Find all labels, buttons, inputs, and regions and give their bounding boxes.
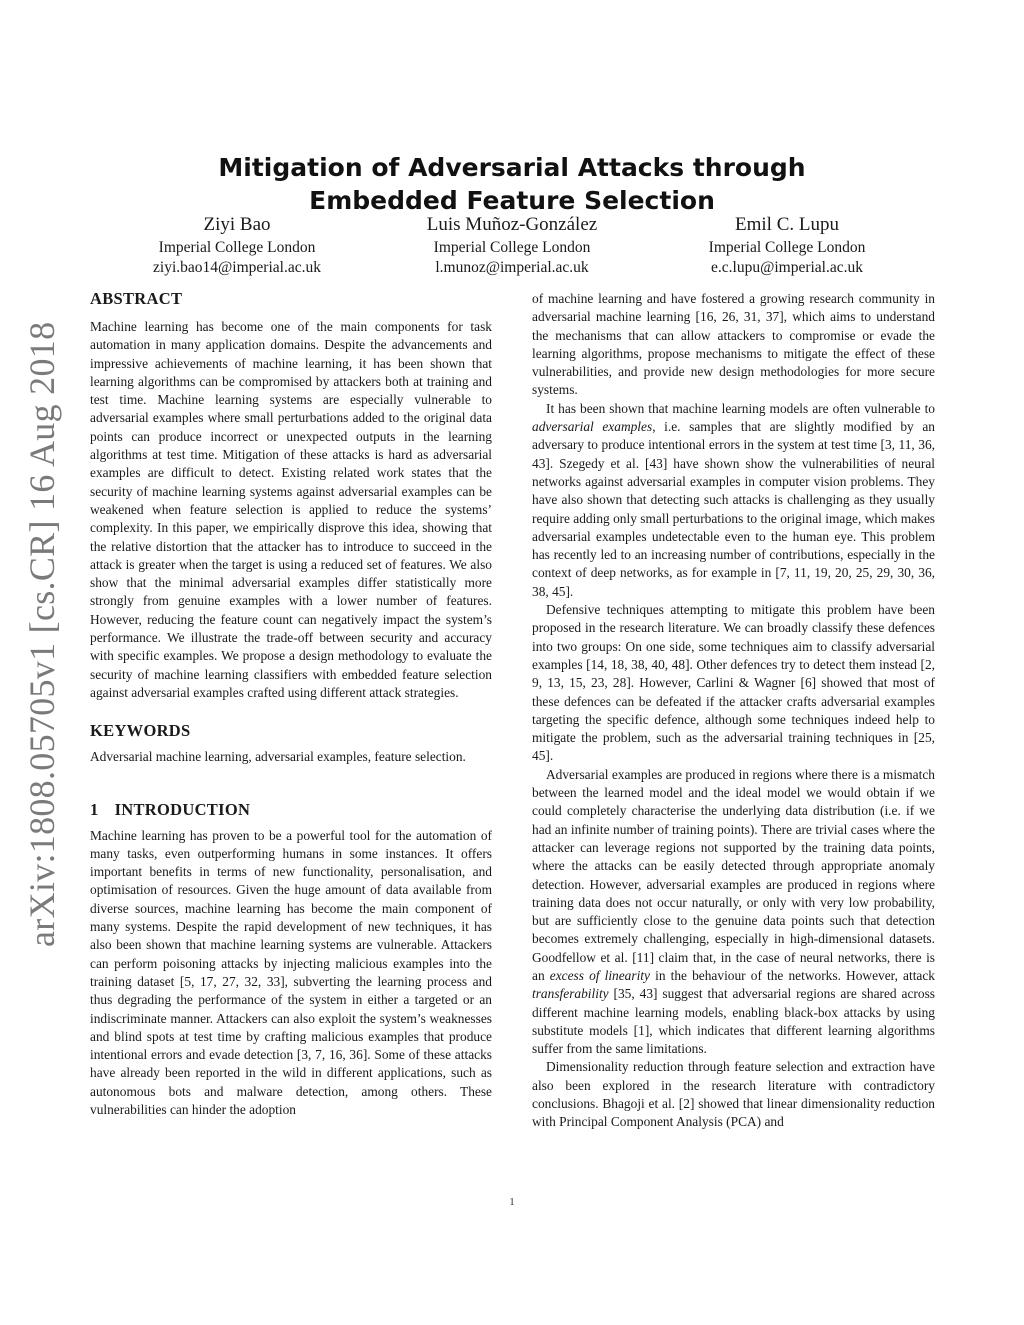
author-block-2 xyxy=(382,212,642,278)
author-affiliation: Imperial College London xyxy=(708,239,866,256)
introduction-heading xyxy=(90,799,492,821)
author-name: Ziyi Bao xyxy=(203,214,271,235)
arxiv-identifier-stamp: arXiv:1808.05705v1 [cs.CR] 16 Aug 2018 xyxy=(22,321,62,947)
text-run: in the behaviour of the networks. However, attack xyxy=(649,967,936,983)
intro-paragraph-2 xyxy=(532,400,935,601)
intro-paragraph-1: Machine learning has proven to be a powerful tool for the automation of many tasks, even outperforming humans in some instances. It offers important benefits in terms of new functionality, personalisation, and optimisation of resources. Given the huge amount of data available from diverse sources, machine learning has become the main component of many systems. Despite the rapid development of new techniques, it has also been shown that machine learning systems are vulnerable. Attackers can perform poisoning attacks by injecting malicious examples into the training dataset [5, 17, 27, 32, 33], subverting the learning process and thus degrading the performance of the system in either a targeted or an indiscriminate manner. Attackers can also exploit the system’s weaknesses and blind spots at test time by crafting malicious examples that produce intentional errors and evade detection [3, 7, 16, 36]. Some of these attacks have already been reported in the wild in different applications, such as autonomous bots and malware detection, among others. These vulnerabilities can hinder the adoption xyxy=(90,827,492,1117)
page-number: 1 xyxy=(509,1196,515,1208)
text-run: [35, 43] suggest that adversarial regions are shared across different machine learning models, enabling black-box attacks by using substitute models [1], which indicates that different learning algorithms suffer from the same limitations. xyxy=(532,986,935,1057)
emphasis-transferability: transferability xyxy=(532,986,609,1002)
author-email: l.munoz@imperial.ac.uk xyxy=(435,259,589,276)
emphasis-excess-of-linearity: excess of linearity xyxy=(549,967,650,983)
section-number: 1 xyxy=(90,799,99,819)
abstract-text: Machine learning has become one of the main components for task automation in many application domains. Despite the advancements and impressive achievements of machine learning, it has been shown that learning algorithms can be compromised by attackers both at training and test time. Machine learning systems are especially vulnerable to adversarial examples where small perturbations added to the original data points can produce incorrect or unexpected outputs in the learning algorithms at test time. Mitigation of these attacks is hard as adversarial examples are difficult to detect. Existing related work states that the security of machine learning systems against adversarial examples can be weakened when feature selection is applied to reduce the systems’ complexity. In this paper, we empirically disprove this idea, showing that the relative distortion that the attacker has to introduce to succeed in the attack is greater when the target is using a reduced set of features. We also show that the minimal adversarial examples differ statistically more strongly from genuine examples with a lower number of features. However, reducing the feature count can negatively impact the system’s performance. We illustrate the trade-off between security and accuracy with specific examples. We propose a design methodology to evaluate the security of machine learning classifiers with embedded feature selection against adversarial examples crafted using different attack strategies. xyxy=(90,319,492,700)
author-email: ziyi.bao14@imperial.ac.uk xyxy=(153,259,321,276)
abstract-heading: ABSTRACT xyxy=(90,289,183,308)
left-column xyxy=(90,288,492,1119)
paper-title-line-1: Mitigation of Adversarial Attacks through xyxy=(218,152,806,182)
author-name: Emil C. Lupu xyxy=(735,214,839,235)
text-run: , i.e. samples that are slightly modified by an adversary to produce intentional errors in the system at test time [3, 11, 36, 43]. Szegedy et al. [43] have shown show the vulnerabilities of neural networks against adversarial examples in computer vision problems. They have also shown that detecting such attacks is challenging as they usually require adding only small perturbations to the original image, which makes adversarial examples undetectable even to the human eye. This problem has recently led to an increasing number of contributions, especially in the context of deep networks, as for example in [7, 11, 19, 20, 25, 29, 30, 36, 38, 45]. xyxy=(532,419,935,599)
intro-paragraph-5: Dimensionality reduction through feature selection and extraction have also been explored in the research literature with contradictory conclusions. Bhagoji et al. [2] showed that linear dimensionality reduction with Principal Component Analysis (PCA) and xyxy=(532,1059,935,1130)
author-block-1 xyxy=(107,212,367,278)
emphasis-adversarial-examples: adversarial examples xyxy=(532,419,653,435)
intro-paragraph-4 xyxy=(532,766,935,1059)
keywords-heading: KEYWORDS xyxy=(90,721,191,741)
section-title: INTRODUCTION xyxy=(114,799,251,819)
right-column xyxy=(532,290,935,1132)
text-run: Adversarial examples are produced in regions where there is a mismatch between the learned model and the ideal model we would obtain if we could completely characterise the underlying data distribution (i.e. if we had an infinite number of training points). There are trivial cases where the attacker can leverage regions not supported by the training data points, where the attacks can be easily detected through appropriate anomaly detection. However, adversarial examples are produced in regions where training data does not occur naturally, or only with very low probability, but are sufficiently close to the genuine data points such that detection becomes extremely challenging, especially in high-dimensional datasets. Goodfellow et al. [11] claim that, in the case of neural networks, there is an xyxy=(532,766,935,983)
author-block-3 xyxy=(657,212,917,278)
author-affiliation: Imperial College London xyxy=(433,239,591,256)
author-email: e.c.lupu@imperial.ac.uk xyxy=(711,259,863,276)
author-name: Luis Muñoz-González xyxy=(426,214,598,235)
text-run: It has been shown that machine learning models are often vulnerable to xyxy=(546,400,935,416)
paper-title xyxy=(150,151,874,217)
author-affiliation: Imperial College London xyxy=(158,239,316,256)
keywords-text: Adversarial machine learning, adversarial examples, feature selection. xyxy=(90,749,466,765)
paper-title-line-2: Embedded Feature Selection xyxy=(309,185,715,215)
intro-paragraph-3: Defensive techniques attempting to mitigate this problem have been proposed in the research literature. We can broadly classify these defences into two groups: On one side, some techniques aim to classify adversarial examples [14, 18, 38, 40, 48]. Other defences try to detect them instead [2, 9, 13, 15, 23, 28]. However, Carlini & Wagner [6] showed that most of these defences can be defeated if the attacker crafts adversarial examples targeting the specific defence, although some techniques indeed help to mitigate the problem, such as the adversarial training techniques in [25, 45]. xyxy=(532,602,935,764)
intro-paragraph-1-continued: of machine learning and have fostered a growing research community in adversarial machine learning [16, 26, 31, 37], which aims to understand the mechanisms that can allow attackers to compromise or evade the learning algorithms, propose mechanisms to mitigate the effect of these vulnerabilities, and provide new design methodologies for more secure systems. xyxy=(532,291,935,398)
